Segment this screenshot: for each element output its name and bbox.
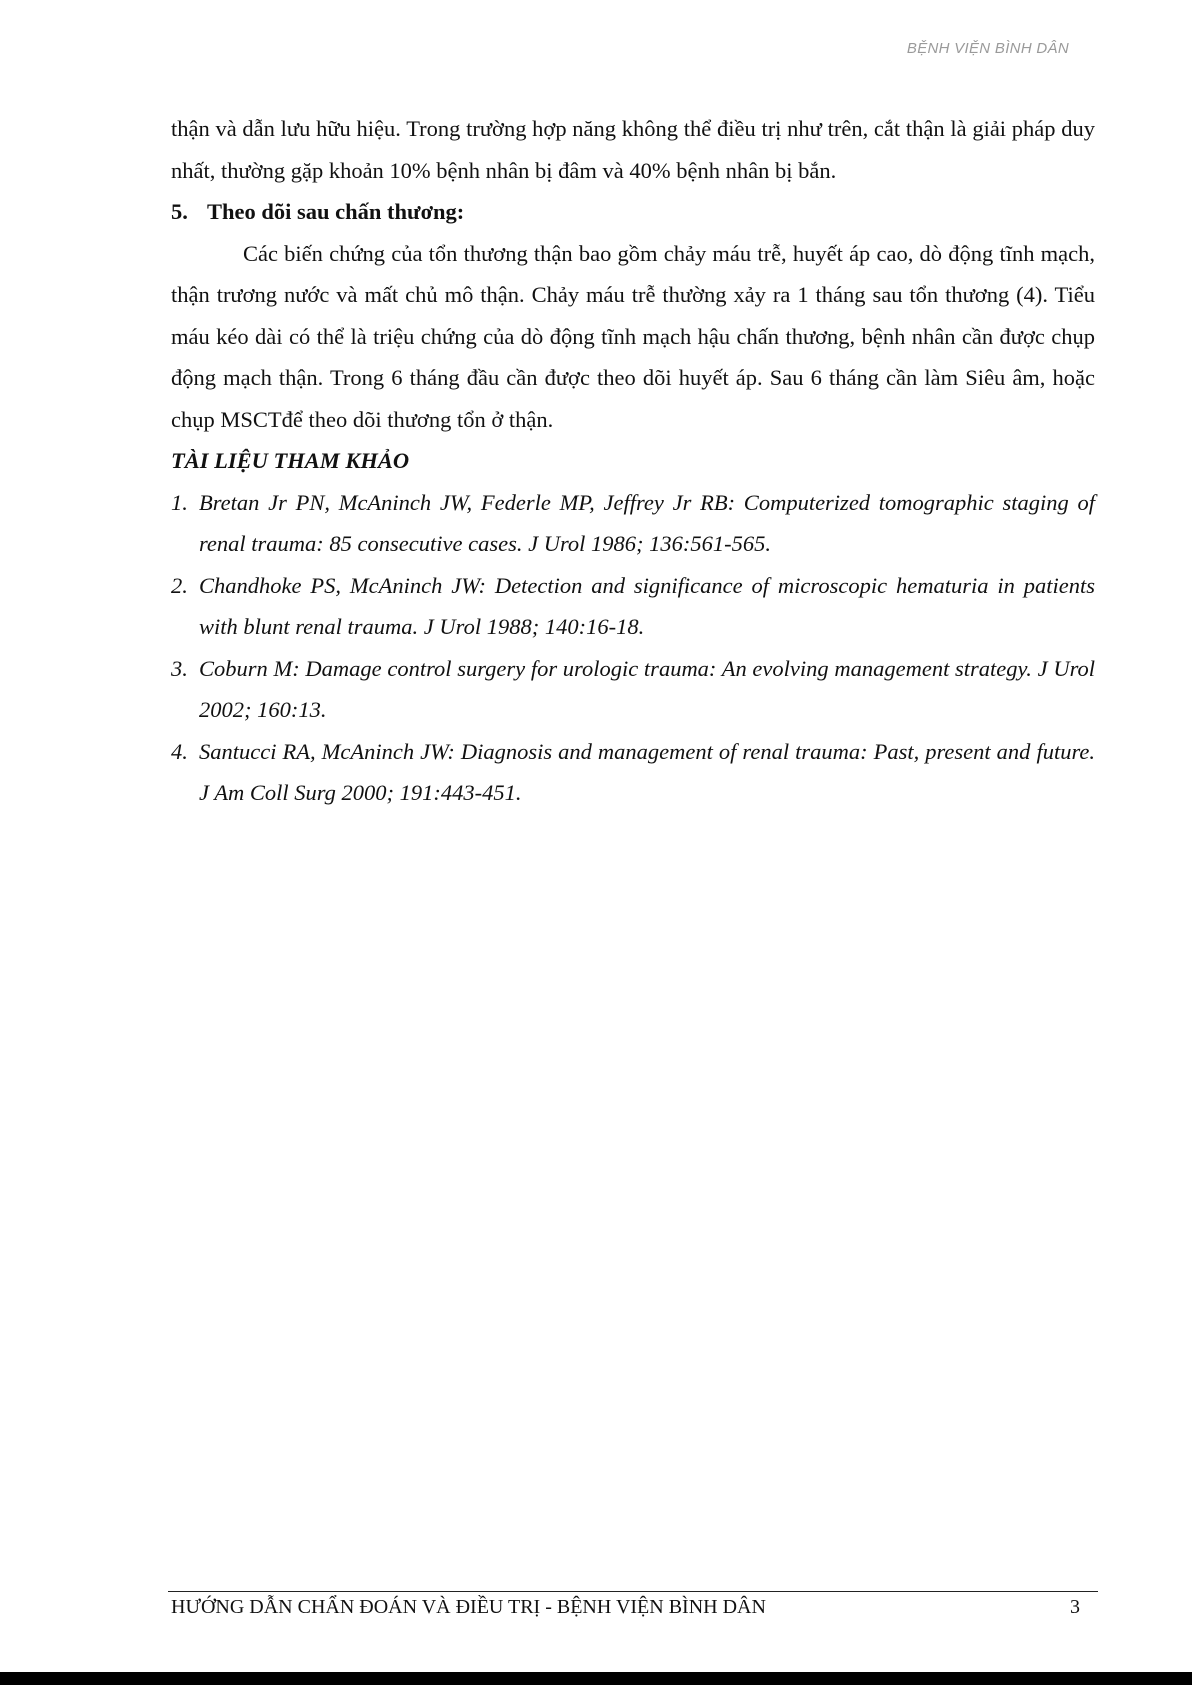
reference-text: Bretan Jr PN, McAninch JW, Federle MP, Jeffrey Jr RB: Computerized tomographic staging of renal trauma: 85 consecutive cases. J Urol 1986; 136:561-565. — [199, 489, 1095, 556]
section-number: 5. — [171, 199, 188, 224]
reference-number: 2. — [171, 572, 188, 598]
running-header: BỆNH VIỆN BÌNH DÂN — [906, 40, 1069, 57]
reference-item — [171, 565, 1095, 648]
page-number: 3 — [1070, 1596, 1080, 1618]
reference-text: Santucci RA, McAninch JW: Diagnosis and management of renal trauma: Past, present and future. J Am Coll Surg 2000; 191:443-451. — [199, 738, 1095, 805]
reference-number: 3. — [171, 655, 188, 681]
reference-item — [171, 648, 1095, 731]
section-5-paragraph: Các biến chứng của tổn thương thận bao gồm chảy máu trễ, huyết áp cao, dò động tĩnh mạch, thận trương nước và mất chủ mô thận. Chảy máu trễ thường xảy ra 1 tháng sau tổn thương (4). Tiểu máu kéo dài có thể là triệu chứng của dò động tĩnh mạch hậu chấn thương, bệnh nhân cần được chụp động mạch thận. Trong 6 tháng đầu cần được theo dõi huyết áp. Sau 6 tháng cần làm Siêu âm, hoặc chụp MSCTđể theo dõi thương tổn ở thận. — [171, 240, 1095, 432]
reference-number: 1. — [171, 489, 188, 515]
page-content — [171, 108, 1095, 814]
section-heading-5 — [171, 191, 1095, 233]
references-title: TÀI LIỆU THAM KHẢO — [171, 448, 410, 473]
footer-divider — [168, 1591, 1098, 1592]
reference-text: Chandhoke PS, McAninch JW: Detection and significance of microscopic hematuria in patients with blunt renal trauma. J Urol 1988; 140:16-18. — [199, 572, 1095, 639]
reference-text: Coburn M: Damage control surgery for urologic trauma: An evolving management strategy. J Urol 2002; 160:13. — [199, 655, 1095, 722]
section-title: Theo dõi sau chấn thương: — [207, 199, 465, 224]
footer-title: HƯỚNG DẪN CHẨN ĐOÁN VÀ ĐIỀU TRỊ - BỆNH VIỆN BÌNH DÂN — [171, 1596, 766, 1618]
reference-item — [171, 482, 1095, 565]
reference-item — [171, 731, 1095, 814]
reference-number: 4. — [171, 738, 188, 764]
bottom-edge-strip — [0, 1672, 1192, 1685]
reference-list — [171, 482, 1095, 814]
continuation-paragraph: thận và dẫn lưu hữu hiệu. Trong trường hợp năng không thể điều trị như trên, cắt thận là giải pháp duy nhất, thường gặp khoản 10% bệnh nhân bị đâm và 40% bệnh nhân bị bắn. — [171, 116, 1095, 183]
